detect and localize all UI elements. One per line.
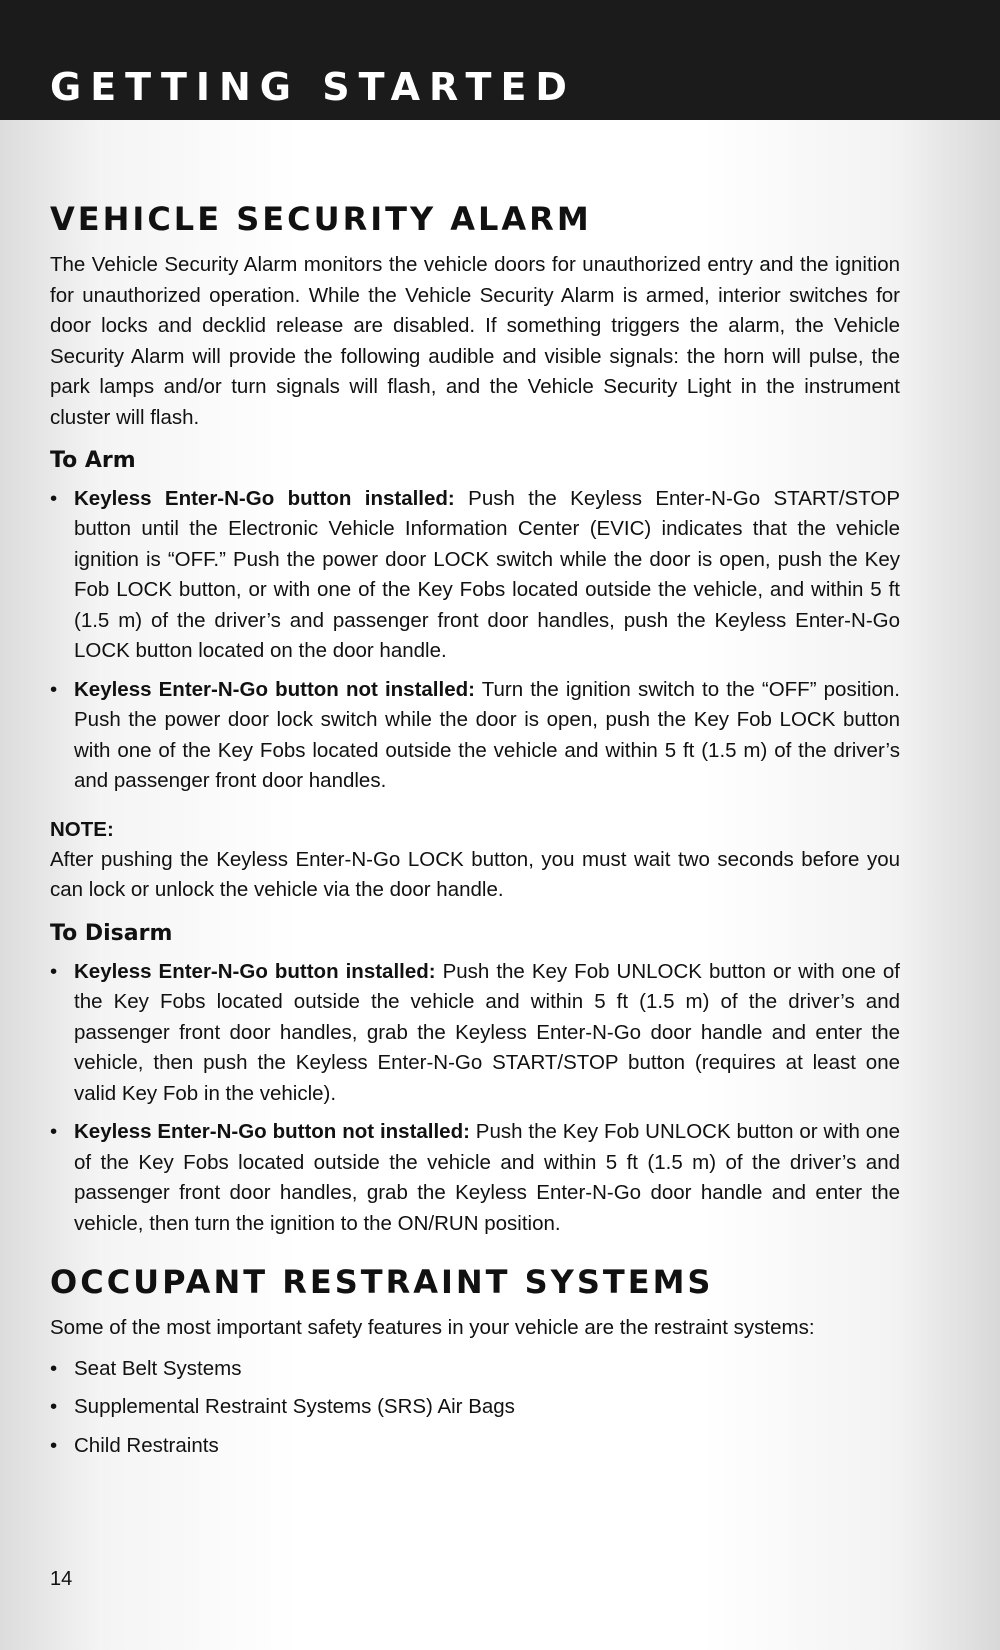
note-text: After pushing the Keyless Enter-N-Go LOCK button, you must wait two seconds before you can lock or unlock the vehicle via the door handle. — [50, 847, 900, 902]
bullet-glyph: • — [50, 1356, 58, 1380]
item-text: Seat Belt Systems — [74, 1356, 242, 1380]
section-title-restraint-systems: OCCUPANT RESTRAINT SYSTEMS — [50, 1263, 714, 1302]
list-item — [50, 1392, 900, 1423]
restraints-list — [50, 1354, 900, 1462]
bullet-glyph: • — [50, 486, 58, 510]
item-text: Push the Keyless Enter-N-Go START/STOP button until the Electronic Vehicle Information Center (EVIC) indicates that the vehicle ignition is “OFF.” Push the power door LOCK switch while the door is open, push the Key Fob LOCK button, or with one of the Key Fobs located outside the vehicle, and within 5 ft (1.5 m) of the driver’s and passenger front door handles, push the Keyless Enter-N-Go LOCK button located on the door handle. — [74, 486, 900, 663]
item-lead: Keyless Enter-N-Go button not installed: — [74, 1120, 470, 1144]
list-item — [50, 675, 900, 797]
restraints-intro-paragraph: Some of the most important safety features in your vehicle are the restraint systems: — [50, 1316, 815, 1340]
bullet-glyph: • — [50, 1120, 58, 1144]
list-item — [50, 1117, 900, 1239]
section-title-security-alarm: VEHICLE SECURITY ALARM — [50, 200, 592, 238]
note-label: NOTE: — [50, 817, 114, 841]
subheading-to-disarm: To Disarm — [50, 920, 173, 946]
item-text: Child Restraints — [74, 1433, 219, 1457]
security-intro-paragraph: The Vehicle Security Alarm monitors the vehicle doors for unauthorized entry and the ignition for unauthorized operation. While the Vehicle Security Alarm is armed, interior switches for door locks and decklid release are disabled. If something triggers the alarm, the Vehicle Security Alarm will provide the following audible and visible signals: the horn will pulse, the park lamps and/or turn signals will flash, and the Vehicle Security Light in the instrument cluster will flash. — [50, 253, 900, 429]
item-lead: Keyless Enter-N-Go button not installed: — [74, 677, 475, 701]
page-header-title: GETTING STARTED — [50, 65, 576, 109]
item-text: Turn the ignition switch to the “OFF” position. Push the power door lock switch while the door is open, push the Key Fob LOCK button with one of the Key Fobs located outside the vehicle and within 5 ft (1.5 m) of the driver’s and passenger front door handles. — [74, 677, 901, 793]
list-item — [50, 484, 900, 667]
item-text: Push the Key Fob UNLOCK button or with one of the Key Fobs located outside the vehicle and within 5 ft (1.5 m) of the driver’s and passenger front door handles, grab the Keyless Enter-N-Go door handle and enter the vehicle, then push the Keyless Enter-N-Go START/STOP button (requires at least one valid Key Fob in the vehicle). — [74, 959, 900, 1105]
item-lead: Keyless Enter-N-Go button installed: — [74, 486, 455, 510]
bullet-glyph: • — [50, 959, 58, 983]
item-text: Push the Key Fob UNLOCK button or with one of the Key Fobs located outside the vehicle and within 5 ft (1.5 m) of the driver’s and passenger front door handles, grab the Keyless Enter-N-Go door handle and enter the vehicle, then turn the ignition to the ON/RUN position. — [74, 1120, 900, 1235]
to-disarm-list — [50, 957, 900, 1240]
subheading-to-arm: To Arm — [50, 448, 136, 474]
item-text: Supplemental Restraint Systems (SRS) Air Bags — [74, 1395, 515, 1419]
to-arm-list — [50, 484, 900, 797]
list-item — [50, 1431, 900, 1462]
list-item — [50, 957, 900, 1110]
list-item — [50, 1354, 900, 1385]
page-content — [50, 200, 900, 1469]
item-lead: Keyless Enter-N-Go button installed: — [74, 959, 436, 983]
bullet-glyph: • — [50, 1433, 58, 1457]
bullet-glyph: • — [50, 677, 58, 701]
header-bar — [0, 0, 1000, 120]
bullet-glyph: • — [50, 1395, 58, 1419]
page-number: 14 — [50, 1568, 73, 1590]
